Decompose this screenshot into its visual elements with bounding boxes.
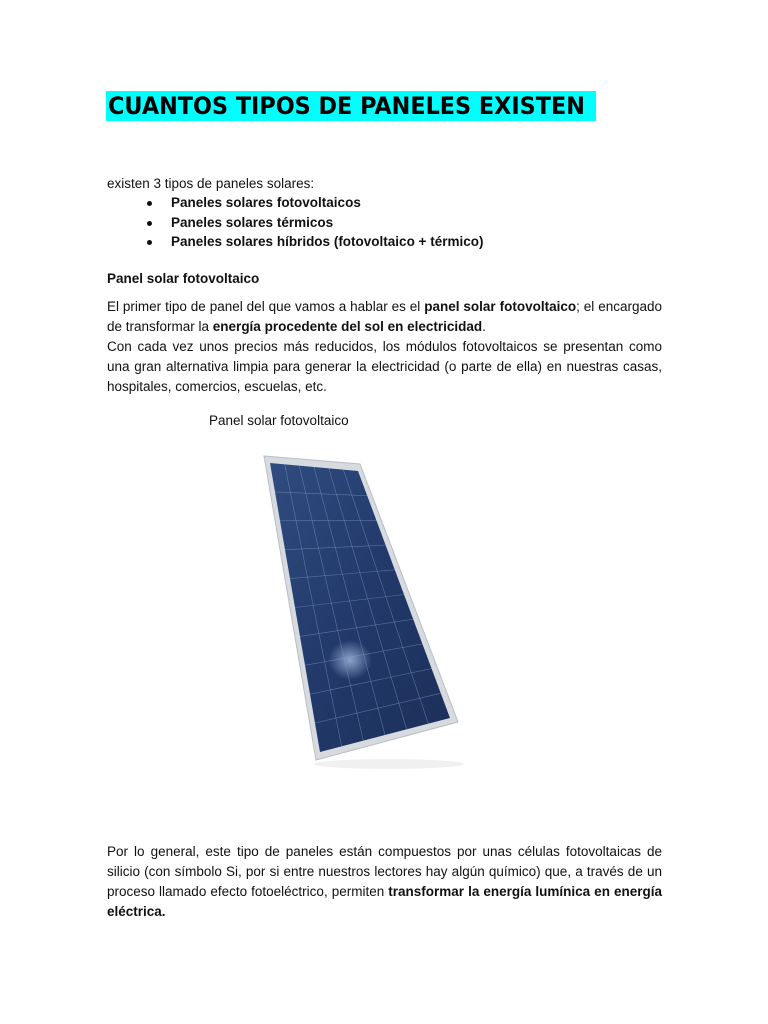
list-item-label: Paneles solares fotovoltaicos <box>171 195 361 210</box>
bold-term: transformar la energía lumínica en energía eléctrica. <box>107 884 662 919</box>
paragraph-prices: Con cada vez unos precios más reducidos, los módulos fotovoltaicos se presentan como una gran alternativa limpia para generar la electricidad (o parte de ella) en nuestras casas, hospitales, comercios, escuelas, etc. <box>107 339 662 394</box>
paragraph-text: ; el encargado de transformar la <box>107 299 663 334</box>
paragraph-intro-panel <box>107 297 662 337</box>
paragraph-text: . <box>482 319 486 334</box>
paragraph-text: El primer tipo de panel del que vamos a hablar es el <box>107 299 425 314</box>
bullet-icon <box>147 201 152 206</box>
bullet-icon <box>147 240 152 245</box>
bold-term: energía procedente del sol en electricidad <box>212 319 483 334</box>
list-item-label: Paneles solares térmicos <box>171 214 334 230</box>
list-item <box>147 232 483 252</box>
page-title: CUANTOS TIPOS DE PANELES EXISTEN <box>108 92 585 120</box>
list-item <box>147 213 483 233</box>
intro-text: existen 3 tipos de paneles solares: <box>107 176 315 191</box>
list-item-label: Paneles solares híbridos (fotovoltaico + térmico) <box>171 234 484 249</box>
paragraph-silicon-cells <box>107 842 662 922</box>
solar-panel-image <box>254 450 466 780</box>
bold-term: panel solar fotovoltaico <box>424 299 577 314</box>
title-highlight <box>106 91 596 121</box>
panel-types-list <box>147 193 483 252</box>
paragraph-text: Por lo general, este tipo de paneles están compuestos por unas células fotovoltaicas de silicio (con símbolo Si, por si entre nuestros lectores hay algún químico) que, a través de un proceso llamado efecto fotoeléctrico, permiten <box>107 844 662 899</box>
bullet-icon <box>147 221 152 226</box>
image-caption: Panel solar fotovoltaico <box>209 413 349 428</box>
list-item <box>147 193 483 213</box>
section-heading: Panel solar fotovoltaico <box>107 271 260 286</box>
